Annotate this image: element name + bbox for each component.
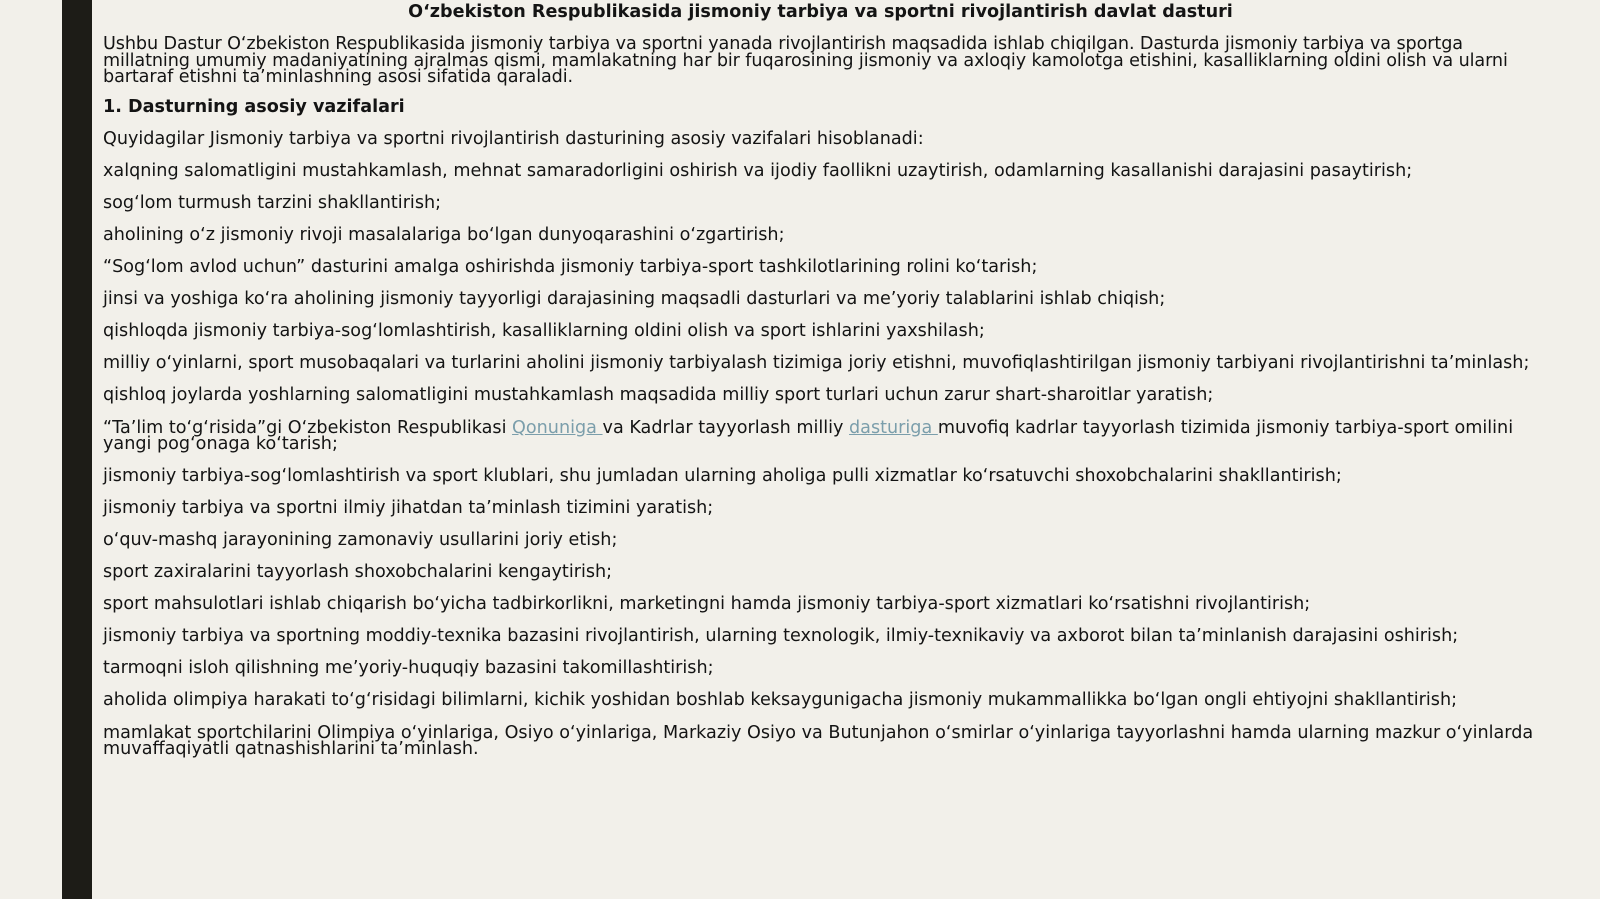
document-title: O‘zbekiston Respublikasida jismoniy tarbiya va sportni rivojlantirish davlat dasturi — [408, 2, 1233, 22]
task-item: qishloqda jismoniy tarbiya-sog‘lomlashtirish, kasalliklarning oldini olish va sport ishlarini yaxshilash; — [103, 320, 985, 341]
task-item-with-links — [103, 417, 1538, 454]
link-item-text-middle: va Kadrlar tayyorlash milliy — [602, 417, 850, 438]
task-item: aholining o‘z jismoniy rivoji masalalariga bo‘lgan dunyoqarashini o‘zgartirish; — [103, 224, 785, 245]
task-item: milliy o‘yinlarni, sport musobaqalari va turlarini aholini jismoniy tarbiyalash tizimiga joriy etishni, muvofiqlashtirilgan jismoniy tarbiyani rivojlantirishni ta’minlash; — [103, 352, 1530, 373]
document-body — [103, 0, 1538, 758]
task-item-last: mamlakat sportchilarini Olimpiya o‘yinlariga, Osiyo o‘yinlariga, Markaziy Osiyo va Butunjahon o‘smirlar o‘yinlariga tayyorlashni hamda ularning mazkur o‘yinlarda muvaffaqiyatli qatnashishlarini ta’minlash. — [103, 722, 1534, 759]
link-item-text-before: “Ta’lim to‘g‘risida”gi O‘zbekiston Respublikasi — [103, 417, 513, 438]
section-heading: 1. Dasturning asosiy vazifalari — [103, 96, 405, 117]
task-item: qishloq joylarda yoshlarning salomatligini mustahkamlash maqsadida milliy sport turlari uchun zarur shart-sharoitlar yaratish; — [103, 384, 1214, 405]
task-item: tarmoqni isloh qilishning me’yoriy-huquqiy bazasini takomillashtirish; — [103, 657, 714, 678]
law-link[interactable]: Qonuniga — [512, 417, 603, 438]
left-accent-bar — [62, 0, 92, 899]
intro-paragraph: Ushbu Dastur O‘zbekiston Respublikasida jismoniy tarbiya va sportni yanada rivojlantirish maqsadida ishlab chiqilgan. Dasturda jismoniy tarbiya va sportga millatning umumiy madaniyatining ajralmas qismi, mamlakatning har bir fuqarosining jismoniy va axloqiy kamolotga etishini, kasalliklarning oldini olish va ularni bartaraf etishni ta’minlashning asosi sifatida qaraladi. — [103, 34, 1508, 87]
task-item: jismoniy tarbiya-sog‘lomlashtirish va sport klublari, shu jumladan ularning aholiga pulli xizmatlar ko‘rsatuvchi shoxobchalarini shakllantirish; — [103, 465, 1342, 486]
task-item: sport zaxiralarini tayyorlash shoxobchalarini kengaytirish; — [103, 561, 613, 582]
task-item: “Sog‘lom avlod uchun” dasturini amalga oshirishda jismoniy tarbiya-sport tashkilotlarining rolini ko‘tarish; — [103, 256, 1038, 277]
task-item: jismoniy tarbiya va sportni ilmiy jihatdan ta’minlash tizimini yaratish; — [103, 497, 714, 518]
task-item: jismoniy tarbiya va sportning moddiy-texnika bazasini rivojlantirish, ularning texnologik, ilmiy-texnikaviy va axborot bilan ta’minlanish darajasini oshirish; — [103, 625, 1459, 646]
task-item: sog‘lom turmush tarzini shakllantirish; — [103, 192, 442, 213]
lead-paragraph: Quyidagilar Jismoniy tarbiya va sportni rivojlantirish dasturining asosiy vazifalari hisoblanadi: — [103, 128, 924, 149]
program-link[interactable]: dasturiga — [849, 417, 938, 438]
task-item: jinsi va yoshiga ko‘ra aholining jismoniy tayyorligi darajasining maqsadli dasturlari va me’yoriy talablarini ishlab chiqish; — [103, 288, 1166, 309]
task-item: sport mahsulotlari ishlab chiqarish bo‘yicha tadbirkorlikni, marketingni hamda jismoniy tarbiya-sport xizmatlari ko‘rsatishni rivojlantirish; — [103, 593, 1311, 614]
task-item: xalqning salomatligini mustahkamlash, mehnat samaradorligini oshirish va ijodiy faollikni uzaytirish, odamlarning kasallanishi darajasini pasaytirish; — [103, 160, 1413, 181]
task-item: aholida olimpiya harakati to‘g‘risidagi bilimlarni, kichik yoshidan boshlab keksaygunigacha jismoniy mukammallikka bo‘lgan ongli ehtiyojni shakllantirish; — [103, 689, 1458, 710]
link-item-text-after: muvofiq kadrlar tayyorlash tizimida jismoniy tarbiya-sport omilini yangi pog‘onaga ko‘tarish; — [103, 417, 1514, 454]
task-item: o‘quv-mashq jarayonining zamonaviy usullarini joriy etish; — [103, 529, 618, 550]
